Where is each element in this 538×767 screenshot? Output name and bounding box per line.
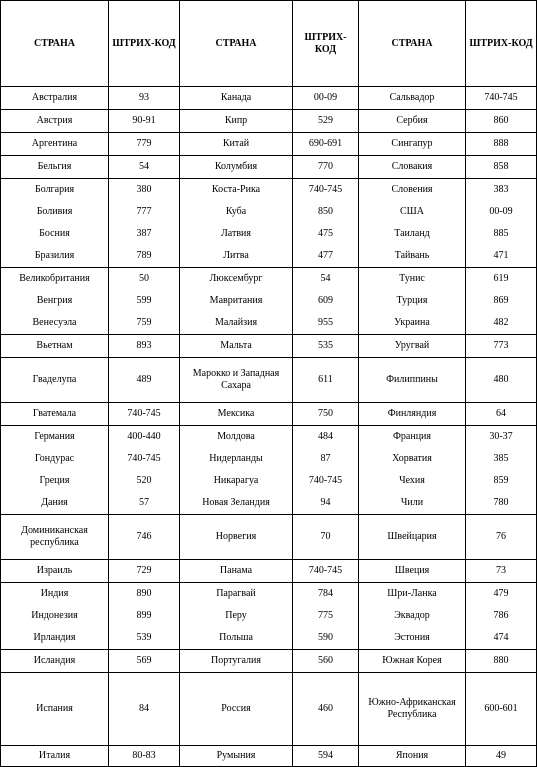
barcode-cell: 789 bbox=[109, 245, 180, 268]
country-cell: Румыния bbox=[180, 746, 293, 767]
country-cell: Чехия bbox=[359, 470, 466, 492]
barcode-cell: 484 bbox=[293, 426, 359, 449]
country-cell: Коста-Рика bbox=[180, 179, 293, 202]
barcode-cell: 784 bbox=[293, 583, 359, 606]
country-cell: Сингапур bbox=[359, 133, 466, 156]
table-row bbox=[1, 605, 537, 627]
country-cell: Гватемала bbox=[1, 403, 109, 426]
country-cell: Австрия bbox=[1, 110, 109, 133]
barcode-cell: 93 bbox=[109, 87, 180, 110]
country-cell: Южная Корея bbox=[359, 650, 466, 673]
country-cell: Латвия bbox=[180, 223, 293, 245]
table-row bbox=[1, 560, 537, 583]
header-barcode-2: ШТРИХ-КОД bbox=[293, 1, 359, 87]
country-cell: Боливия bbox=[1, 201, 109, 223]
country-cell: Вьетнам bbox=[1, 335, 109, 358]
country-cell: Турция bbox=[359, 290, 466, 312]
barcode-cell: 94 bbox=[293, 492, 359, 515]
country-cell: Китай bbox=[180, 133, 293, 156]
barcode-cell: 779 bbox=[109, 133, 180, 156]
table-row bbox=[1, 110, 537, 133]
country-cell: Эквадор bbox=[359, 605, 466, 627]
barcode-cell: 850 bbox=[293, 201, 359, 223]
barcode-cell: 740-745 bbox=[109, 448, 180, 470]
country-cell: Панама bbox=[180, 560, 293, 583]
table-row bbox=[1, 156, 537, 179]
barcode-cell: 599 bbox=[109, 290, 180, 312]
barcode-cell: 00-09 bbox=[466, 201, 537, 223]
barcode-cell: 380 bbox=[109, 179, 180, 202]
country-cell: Мальта bbox=[180, 335, 293, 358]
barcode-cell: 786 bbox=[466, 605, 537, 627]
country-cell: Испания bbox=[1, 673, 109, 746]
country-cell: Великобритания bbox=[1, 268, 109, 291]
barcode-cell: 480 bbox=[466, 358, 537, 403]
barcode-cell: 885 bbox=[466, 223, 537, 245]
country-cell: Филиппины bbox=[359, 358, 466, 403]
table-row bbox=[1, 245, 537, 268]
barcode-cell: 482 bbox=[466, 312, 537, 335]
barcode-cell: 859 bbox=[466, 470, 537, 492]
barcode-cell: 775 bbox=[293, 605, 359, 627]
country-cell: Венгрия bbox=[1, 290, 109, 312]
country-cell: Кипр bbox=[180, 110, 293, 133]
country-cell: Россия bbox=[180, 673, 293, 746]
barcode-cell: 90-91 bbox=[109, 110, 180, 133]
country-cell: Сербия bbox=[359, 110, 466, 133]
country-cell: Тайвань bbox=[359, 245, 466, 268]
barcode-cell: 520 bbox=[109, 470, 180, 492]
country-cell: Марокко и Западная Сахара bbox=[180, 358, 293, 403]
country-cell: Бразилия bbox=[1, 245, 109, 268]
barcode-cell: 690-691 bbox=[293, 133, 359, 156]
country-cell: Исландия bbox=[1, 650, 109, 673]
barcode-cell: 385 bbox=[466, 448, 537, 470]
barcode-cell: 619 bbox=[466, 268, 537, 291]
country-cell: Болгария bbox=[1, 179, 109, 202]
header-row bbox=[1, 1, 537, 87]
barcode-cell: 30-37 bbox=[466, 426, 537, 449]
barcode-cell: 560 bbox=[293, 650, 359, 673]
barcode-cell: 893 bbox=[109, 335, 180, 358]
barcode-cell: 600-601 bbox=[466, 673, 537, 746]
country-cell: Куба bbox=[180, 201, 293, 223]
barcode-cell: 777 bbox=[109, 201, 180, 223]
header-country-3: СТРАНА bbox=[359, 1, 466, 87]
barcode-cell: 750 bbox=[293, 403, 359, 426]
barcode-cell: 759 bbox=[109, 312, 180, 335]
country-cell: Норвегия bbox=[180, 515, 293, 560]
country-cell: Гваделупа bbox=[1, 358, 109, 403]
country-cell: Никарагуа bbox=[180, 470, 293, 492]
country-cell: Индонезия bbox=[1, 605, 109, 627]
barcode-cell: 740-745 bbox=[293, 470, 359, 492]
barcode-cell: 529 bbox=[293, 110, 359, 133]
barcode-cell: 474 bbox=[466, 627, 537, 650]
barcode-cell: 76 bbox=[466, 515, 537, 560]
country-cell: Греция bbox=[1, 470, 109, 492]
barcode-cell: 869 bbox=[466, 290, 537, 312]
barcode-cell: 00-09 bbox=[293, 87, 359, 110]
header-country-1: СТРАНА bbox=[1, 1, 109, 87]
barcode-cell: 594 bbox=[293, 746, 359, 767]
country-cell: Италия bbox=[1, 746, 109, 767]
country-cell: Швейцария bbox=[359, 515, 466, 560]
country-cell: Тунис bbox=[359, 268, 466, 291]
barcode-cell: 955 bbox=[293, 312, 359, 335]
country-cell: Мексика bbox=[180, 403, 293, 426]
country-cell: Португалия bbox=[180, 650, 293, 673]
barcode-cell: 64 bbox=[466, 403, 537, 426]
country-cell: Словения bbox=[359, 179, 466, 202]
barcode-cell: 50 bbox=[109, 268, 180, 291]
barcode-cell: 590 bbox=[293, 627, 359, 650]
country-cell: Австралия bbox=[1, 87, 109, 110]
country-cell: Эстония bbox=[359, 627, 466, 650]
table-row bbox=[1, 133, 537, 156]
barcode-cell: 858 bbox=[466, 156, 537, 179]
country-cell: Уругвай bbox=[359, 335, 466, 358]
country-cell: Сальвадор bbox=[359, 87, 466, 110]
barcode-cell: 383 bbox=[466, 179, 537, 202]
country-cell: Франция bbox=[359, 426, 466, 449]
country-cell: Канада bbox=[180, 87, 293, 110]
barcode-cell: 70 bbox=[293, 515, 359, 560]
table-row bbox=[1, 492, 537, 515]
barcode-cell: 87 bbox=[293, 448, 359, 470]
country-cell: Польша bbox=[180, 627, 293, 650]
country-cell: Таиланд bbox=[359, 223, 466, 245]
barcode-cell: 471 bbox=[466, 245, 537, 268]
table-row bbox=[1, 426, 537, 449]
barcode-cell: 609 bbox=[293, 290, 359, 312]
barcode-cell: 73 bbox=[466, 560, 537, 583]
country-cell: Бельгия bbox=[1, 156, 109, 179]
barcode-cell: 888 bbox=[466, 133, 537, 156]
barcode-cell: 84 bbox=[109, 673, 180, 746]
table-row bbox=[1, 746, 537, 767]
barcode-cell: 460 bbox=[293, 673, 359, 746]
barcode-cell: 400-440 bbox=[109, 426, 180, 449]
table-row bbox=[1, 358, 537, 403]
barcode-cell: 746 bbox=[109, 515, 180, 560]
barcode-cell: 729 bbox=[109, 560, 180, 583]
country-cell: Финляндия bbox=[359, 403, 466, 426]
barcode-cell: 489 bbox=[109, 358, 180, 403]
country-cell: Япония bbox=[359, 746, 466, 767]
country-cell: Мавритания bbox=[180, 290, 293, 312]
barcode-cell: 569 bbox=[109, 650, 180, 673]
country-cell: Хорватия bbox=[359, 448, 466, 470]
country-cell: Молдова bbox=[180, 426, 293, 449]
country-cell: Венесуэла bbox=[1, 312, 109, 335]
country-cell: Доминиканская республика bbox=[1, 515, 109, 560]
table-row bbox=[1, 179, 537, 202]
country-cell: Малайзия bbox=[180, 312, 293, 335]
barcode-cell: 54 bbox=[293, 268, 359, 291]
country-cell: Германия bbox=[1, 426, 109, 449]
barcode-cell: 899 bbox=[109, 605, 180, 627]
country-cell: Индия bbox=[1, 583, 109, 606]
barcode-cell: 539 bbox=[109, 627, 180, 650]
barcode-cell: 773 bbox=[466, 335, 537, 358]
barcode-cell: 740-745 bbox=[466, 87, 537, 110]
table-row bbox=[1, 583, 537, 606]
barcode-cell: 611 bbox=[293, 358, 359, 403]
barcode-cell: 780 bbox=[466, 492, 537, 515]
barcode-cell: 880 bbox=[466, 650, 537, 673]
table-row bbox=[1, 448, 537, 470]
country-cell: Нидерланды bbox=[180, 448, 293, 470]
table-row bbox=[1, 290, 537, 312]
country-cell: Ирландия bbox=[1, 627, 109, 650]
barcode-cell: 475 bbox=[293, 223, 359, 245]
table-row bbox=[1, 335, 537, 358]
barcode-cell: 80-83 bbox=[109, 746, 180, 767]
table-row bbox=[1, 268, 537, 291]
country-cell: Украина bbox=[359, 312, 466, 335]
barcode-cell: 890 bbox=[109, 583, 180, 606]
barcode-cell: 860 bbox=[466, 110, 537, 133]
table-row bbox=[1, 627, 537, 650]
header-barcode-3: ШТРИХ-КОД bbox=[466, 1, 537, 87]
country-cell: Колумбия bbox=[180, 156, 293, 179]
barcode-cell: 479 bbox=[466, 583, 537, 606]
header-barcode-1: ШТРИХ-КОД bbox=[109, 1, 180, 87]
country-cell: Новая Зеландия bbox=[180, 492, 293, 515]
barcode-cell: 740-745 bbox=[109, 403, 180, 426]
country-cell: Гондурас bbox=[1, 448, 109, 470]
barcode-cell: 54 bbox=[109, 156, 180, 179]
barcode-cell: 535 bbox=[293, 335, 359, 358]
country-cell: Чили bbox=[359, 492, 466, 515]
country-cell: Словакия bbox=[359, 156, 466, 179]
country-cell: Парагвай bbox=[180, 583, 293, 606]
country-cell: США bbox=[359, 201, 466, 223]
barcode-cell: 477 bbox=[293, 245, 359, 268]
table-row bbox=[1, 673, 537, 746]
country-cell: Дания bbox=[1, 492, 109, 515]
table-row bbox=[1, 470, 537, 492]
barcode-cell: 770 bbox=[293, 156, 359, 179]
barcode-cell: 740-745 bbox=[293, 560, 359, 583]
barcode-cell: 57 bbox=[109, 492, 180, 515]
country-cell: Швеция bbox=[359, 560, 466, 583]
barcode-cell: 49 bbox=[466, 746, 537, 767]
country-cell: Южно-Африканская Республика bbox=[359, 673, 466, 746]
country-cell: Перу bbox=[180, 605, 293, 627]
table-row bbox=[1, 515, 537, 560]
country-cell: Израиль bbox=[1, 560, 109, 583]
country-cell: Литва bbox=[180, 245, 293, 268]
country-cell: Люксембург bbox=[180, 268, 293, 291]
table-row bbox=[1, 201, 537, 223]
country-cell: Босния bbox=[1, 223, 109, 245]
barcode-cell: 387 bbox=[109, 223, 180, 245]
table-row bbox=[1, 650, 537, 673]
country-cell: Шри-Ланка bbox=[359, 583, 466, 606]
table-row bbox=[1, 223, 537, 245]
table-row bbox=[1, 403, 537, 426]
table-row bbox=[1, 312, 537, 335]
barcode-cell: 740-745 bbox=[293, 179, 359, 202]
header-country-2: СТРАНА bbox=[180, 1, 293, 87]
country-cell: Аргентина bbox=[1, 133, 109, 156]
table-row bbox=[1, 87, 537, 110]
